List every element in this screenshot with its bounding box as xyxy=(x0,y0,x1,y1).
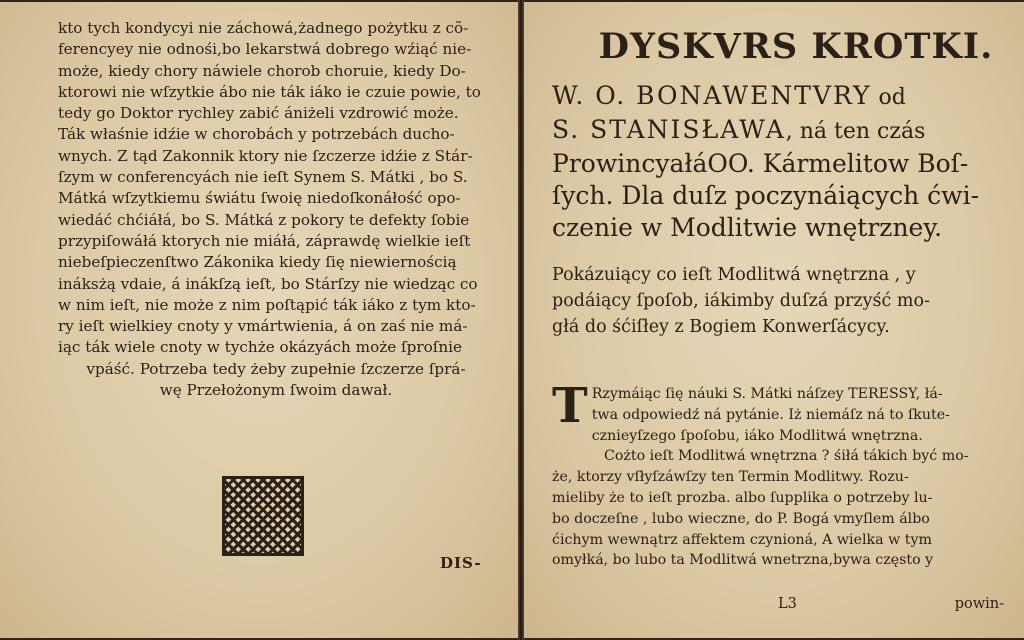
drop-cap: T xyxy=(552,378,588,434)
right-catchword: powin- xyxy=(954,596,1004,612)
body-line: bo doczeſne , lubo wieczne, do P. Bogá vmyſlem álbo xyxy=(552,510,930,527)
text-line: wę Przełożonym ſwoim dawał. xyxy=(159,381,393,400)
text-line: wiedáć chćiáłá, bo S. Mátká z pokory te defekty ſobie xyxy=(58,210,470,229)
left-page xyxy=(0,2,519,638)
subtitle-line: głá do śćiſłey z Bogiem Konwerſácycy. xyxy=(552,317,890,337)
text-line: tedy go Doktor rychley zabić ániżeli vzdrowić może. xyxy=(58,104,459,123)
left-catchword: DIS- xyxy=(440,554,482,572)
subtitle-line: podáiący ſpoſob, iákimby duſzá przyść mo- xyxy=(552,291,930,311)
heading-line xyxy=(552,180,1012,212)
heading-line-tail: , ná ten czás xyxy=(785,119,926,144)
text-line: Mátká wſzytkiemu świátu ſwoię niedoſkonáłość opo- xyxy=(58,189,461,208)
body-line: że, ktorzy vſłyſzáwſzy ten Termin Modlitwy. Rozu- xyxy=(552,469,909,486)
text-line: przypiſowáłá ktorych nie miáłá, záprawdę wielkie ieſt xyxy=(58,231,471,250)
text-line: może, kiedy chory náwiele chorob choruie, kiedy Do- xyxy=(58,61,466,80)
body-line: ćichym wewnątrz affektem czynioná, A wielka w tym xyxy=(552,531,932,548)
heading-line-main: S. STANISŁAWA xyxy=(552,115,786,144)
text-line: vpáść. Potrzeba tedy żeby zupełnie ſzczerze ſprá- xyxy=(86,359,466,378)
heading-line xyxy=(552,212,1012,244)
printers-ornament xyxy=(222,476,304,556)
heading-line-main: ſych. Dla duſz poczynáiących ćwi- xyxy=(552,181,980,210)
body-line: cznieyſzego ſpoſobu, iáko Modlitwá wnętrzna. xyxy=(591,427,923,444)
signature-mark: L3 xyxy=(778,596,797,612)
text-line: niebeſpieczenſtwo Zákonika kiedy ſię niewiernością xyxy=(58,253,457,272)
text-line: w nim ieſt, nie może z nim poſtąpić ták iáko z tym kto- xyxy=(58,295,476,314)
heading-line-main: ProwincyałáOO. Kármelitow Boſ- xyxy=(552,149,969,178)
heading-line xyxy=(552,114,1012,148)
right-page xyxy=(524,2,1024,638)
body-line: omyłká, bo lubo ta Modlitwá wnetrzna,bywa często y xyxy=(552,552,934,569)
text-line: ry ieſt wielkiey cnoty y vmártwienia, á on zaś nie má- xyxy=(58,317,468,336)
title-heading xyxy=(552,80,1012,244)
text-line: ſzym w conferencyách nie ieſt Synem S. Mátki , bo S. xyxy=(58,168,468,187)
subtitle xyxy=(552,262,1012,340)
text-line: wnych. Z tąd Zakonnik ktory nie ſzczerze idźie z Stár- xyxy=(58,146,473,165)
right-body-text xyxy=(552,378,1012,571)
text-line: ferencyey nie odnośi,bo lekarstwá dobrego wźiąć nie- xyxy=(58,40,472,59)
heading-line xyxy=(552,148,1012,180)
body-line: Cożto ieſt Modlitwá wnętrzna ? śiłá tákich być mo- xyxy=(604,448,969,465)
heading-line-tail: od xyxy=(871,85,906,110)
body-line: Rzymáiąc ſię náuki S. Mátki náſzey TERESSY, łá- xyxy=(591,386,943,402)
heading-line xyxy=(552,80,1012,114)
page-title: DYSKVRS KROTKI. xyxy=(598,26,994,67)
body-line: twa odpowiedź ná pytánie. Iż niemáſz ná to ſkute- xyxy=(591,406,950,423)
text-line: kto tych kondycyi nie záchowá,żadnego pożytku z cõ- xyxy=(58,19,469,37)
text-line: ktorowi nie wſzytkie ábo nie ták iáko ie czuie powie, to xyxy=(58,82,481,101)
text-line: Ták właśnie idźie w chorobách y potrzebách ducho- xyxy=(58,125,455,144)
page-footer xyxy=(778,596,1004,612)
body-line: mieliby że to ieſt prozba. albo ſupplika o potrzeby lu- xyxy=(552,489,933,506)
heading-line-main: W. O. BONAWENTVRY xyxy=(552,81,872,110)
heading-line-main: czenie w Modlitwie wnętrzney. xyxy=(552,213,943,242)
text-line: ináksżą vdaie, á inákſzą ieſt, bo Stárſzy nie wiedząc co xyxy=(58,274,478,293)
left-page-text xyxy=(58,18,494,401)
text-line: iąc ták wiele cnoty w tychże okázyách może ſproſnie xyxy=(58,338,463,357)
subtitle-line: Pokázuiący co ieſt Modlitwá wnętrzna , y xyxy=(552,265,916,285)
